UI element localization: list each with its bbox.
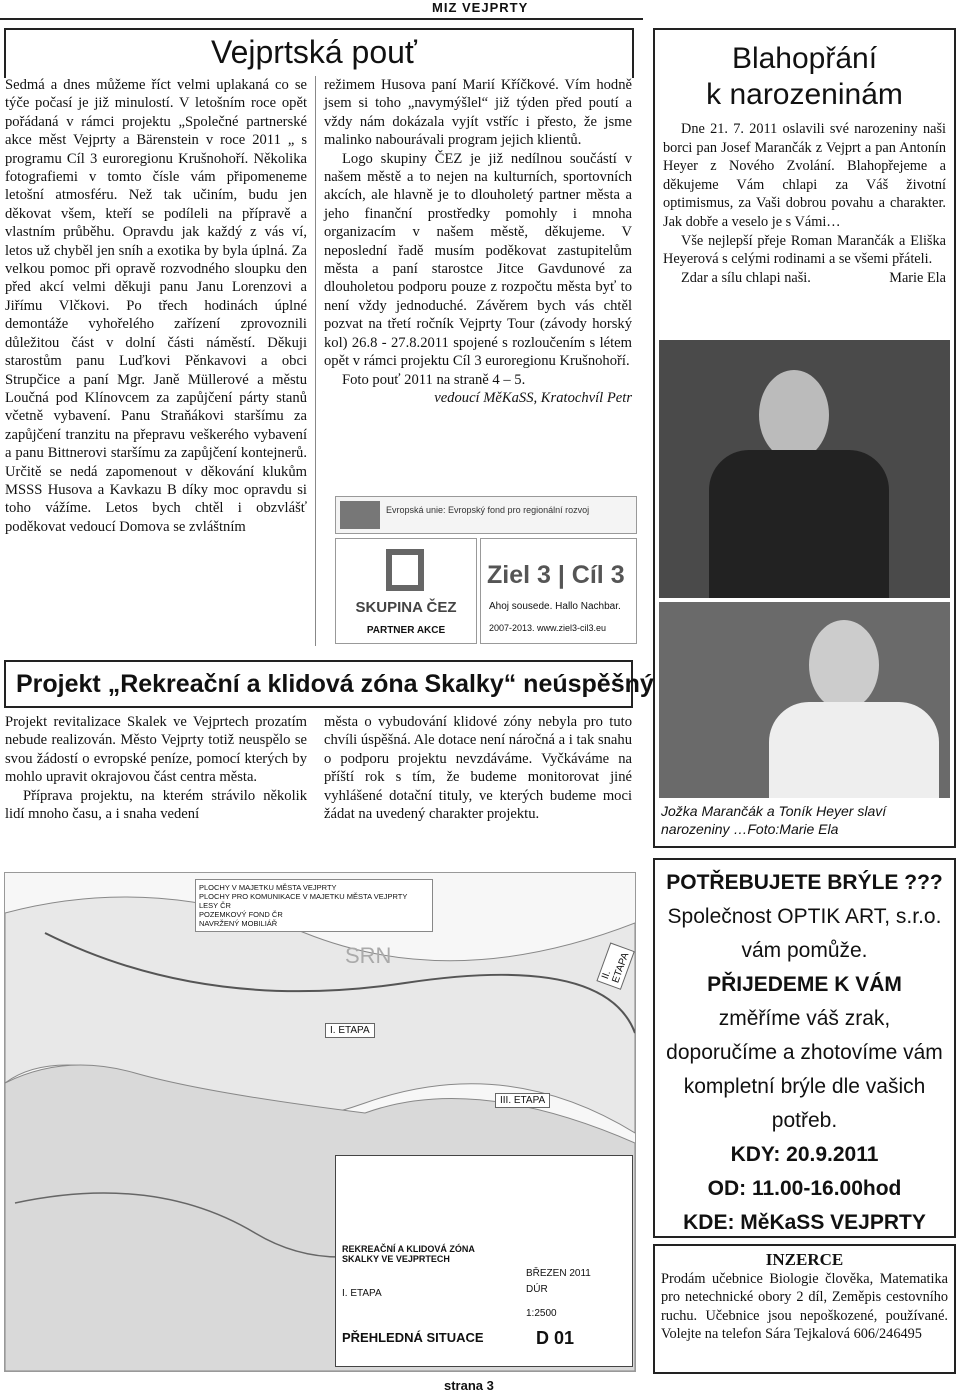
- birthday-photo-2: [659, 602, 950, 798]
- optik-kdy: KDY: 20.9.2011: [730, 1143, 879, 1166]
- legend-item: PLOCHY V MAJETKU MĚSTA VEJPRTY: [199, 883, 337, 892]
- article2-column-1: [5, 713, 307, 823]
- eu-flag-icon: [340, 501, 380, 529]
- optik-od: OD: 11.00-16.00hod: [707, 1177, 902, 1200]
- cez-sub: PARTNER AKCE: [366, 625, 446, 636]
- column-divider: [315, 76, 316, 646]
- title-block-date: BŘEZEN 2011: [526, 1268, 591, 1279]
- title-block-sheet: PŘEHLEDNÁ SITUACE: [342, 1330, 484, 1345]
- title-block-stupen: DÚR: [526, 1284, 548, 1295]
- article-paragraph: Sedmá a dnes můžeme říct velmi uplakaná co se týče počasí je již minulostí. V letošním roce opět pořádaná v rámci projektu „Společné partnerské akce měst Vejprty a Bärenstein v roce 2011 „ s programu Cíl 3 euroregionu Krušnohoří. Několika fotografiemi v tomto čísle vám připomeneme letošní atmosféru. Než tak učiním, budu jen děkovat všem, kteří se podíleli na přípravě a vlastním průběhu. Opravdu jak každý z vás ví, letos už chyběl jen sníh a exotika by byla úplná. Za velkou pomoc při opravě rozvodného sloupku den před akcí velmi děkuji panu Janu Lorenzovi a Jiřímu Vlčkovi. Po třech hodinách úplné demontáže vyhořelého zařízení zprovoznili důležitou část v dolní části náměstí. Děkuji starostům panu Luďkovi Pěnkavovi a obci Strupčice a paní Mgr. Janě Müllerové a městu Loučná pod Klínovcem za zapůjčení párty stanů včetně vybavení. Panu Straňákovi staršímu za zapůjčení tranzitu na přepravu veškerého vybavení a panu Bittnerovi staršímu za zapůjčení kontejnerů. Určitě se nedá zapomenout v děkování klukům MSSS Husova a Kavkazu B díky moc opravdu si toho vážíme. Letos bych chtěl i obzvlášť poděkovat vedoucí Domova se zvláštním: [5, 77, 307, 535]
- inzerce-text: Prodám učebnice Biologie člověka, Matematika pro netechnické obory 2 díl, Zeměpis cestovního ruchu. Učebnice jsou nepoškozené, používané. Volejte na telefon Sára Tejkalová 606/246495: [661, 1271, 948, 1343]
- inzerce-title: INZERCE: [765, 1250, 844, 1269]
- birthday-box: [653, 28, 956, 848]
- ziel3-url: 2007-2013. www.ziel3-cil3.eu: [489, 623, 607, 633]
- article2-column-2: [324, 713, 632, 823]
- map-title-block: [335, 1155, 633, 1367]
- section-tag: MIZ VEJPRTY: [432, 0, 529, 15]
- article-column-2: [324, 76, 632, 407]
- map-label-etapa2: II. ETAPA: [596, 942, 635, 990]
- eu-text: Evropská unie: Evropský fond pro regionální rozvoj: [386, 505, 590, 515]
- person-face: [759, 370, 829, 460]
- person-body: [709, 450, 889, 598]
- page-number: strana 3: [444, 1378, 494, 1393]
- title-block-stage: I. ETAPA: [342, 1288, 382, 1299]
- title-block-scale: 1:2500: [526, 1308, 557, 1319]
- optik-ad: [653, 858, 956, 1238]
- inzerce-box: [653, 1244, 956, 1374]
- legend-item: LESY ČR: [199, 901, 231, 910]
- optik-kde: KDE: MěKaSS VEJPRTY: [683, 1211, 926, 1234]
- optik-line-2: Společnost OPTIK ART, s.r.o.: [667, 905, 942, 928]
- article-paragraph: Foto pouť 2011 na straně 4 – 5.: [342, 371, 526, 388]
- birthday-title-1: Blahopřání: [731, 42, 878, 75]
- optik-line-5: změříme váš zrak, doporučíme a zhotovíme vám kompletní brýle dle vašich potřeb.: [666, 1007, 943, 1132]
- person-face: [809, 620, 879, 710]
- ziel3-title: Ziel 3 | Cíl 3: [487, 561, 625, 589]
- birthday-paragraph: Vše nejlepší přeje Roman Marančák a Eliška Heyerová s celými rodinami a se všemi přáteli.: [663, 232, 946, 268]
- article-paragraph: Příprava projektu, na kterém strávilo několik lidí mnoho času, a i snaha vedení: [5, 787, 307, 823]
- header-rule: [0, 18, 643, 20]
- cez-name: SKUPINA ČEZ: [355, 599, 457, 616]
- birthday-title-2: k narozeninám: [706, 78, 903, 111]
- map-label-etapa3: III. ETAPA: [495, 1093, 550, 1108]
- article-signature: vedoucí MěKaSS, Kratochvíl Petr: [434, 389, 632, 406]
- ziel3-sub: Ahoj sousede. Hallo Nachbar.: [489, 601, 621, 612]
- article-title-text: Vejprtská pouť: [211, 34, 417, 70]
- article2-title-text: Projekt „Rekreační a klidová zóna Skalky“ neúspěšný: [16, 670, 654, 698]
- cez-logo: [335, 538, 477, 644]
- article-paragraph: Projekt revitalizace Skalek ve Vejprtech prozatím nebude realizován. Město Vejprty totiž neuspělo se svou žádostí o evropské peníze, pomocí kterých by mohlo upravit okrajovou část centra města.: [5, 714, 307, 786]
- birthday-photo-1: [659, 340, 950, 598]
- optik-line-1: POTŘEBUJETE BRÝLE ???: [666, 871, 943, 894]
- birthday-text: [663, 120, 946, 289]
- title-block-name: REKREAČNÍ A KLIDOVÁ ZÓNA SKALKY VE VEJPRTECH: [342, 1244, 475, 1264]
- map-label-etapa1: I. ETAPA: [325, 1023, 375, 1038]
- birthday-author: Marie Ela: [889, 269, 946, 286]
- article-column-1: [5, 76, 307, 536]
- birthday-paragraph: Dne 21. 7. 2011 oslavili své narozeniny naši borci pan Josef Marančák z Vejprt a pan Antonín Heyer z Nového Zvolání. Blahopřejeme a děkujeme Vám chlapi za Váš životní optimismus, za Vaši dobrou povahu a charakter. Jak dobře a veselo je s Vámi…: [663, 121, 946, 230]
- ziel3-logo: [480, 538, 637, 644]
- article-paragraph: města o vybudování klidové zóny nebyla pro tuto chvíli úspěšná. Ale dotace není náročná a i tak snahu o podporu projektu nevzdáváme. Vyčkáváme na příští rok s tím, že budeme monitorovat jiné vyhlášené dotační tituly, ve kterých budeme moci žádat na uvedený charakter projektu.: [324, 714, 632, 823]
- legend-item: NAVRŽENÝ MOBILIÁŘ: [199, 919, 278, 928]
- birthday-caption: Jožka Marančák a Toník Heyer slaví narozeniny …Foto:Marie Ela: [661, 803, 887, 837]
- optik-line-3: vám pomůže.: [741, 939, 868, 962]
- optik-line-4: PŘIJEDEME K VÁM: [707, 973, 902, 996]
- article-paragraph: Logo skupiny ČEZ je již nedílnou součástí v našem městě a to nejen na kulturních, sportovních akcích, ale hlavně je to dlouholetý partner města a jeho finanční prostředky pomohly i mnoha organizacím v našem městě, děkujeme. V neposlední řadě musím poděkovat zastupitelům města a paní starostce Jitce Gavdunové za dlouholetou podporu pouze z rozpočtu města byť to není vždy jednoduché. Závěrem bych vás chtěl pozvat na třetí ročník Vejprty Tour (závody horský kol) 26.8 - 27.8.2011 spojené s rozloučením s létem opět v rámci projektu Cíl 3 euroregionu Krušnohoří.: [324, 150, 632, 370]
- site-map: [4, 872, 636, 1372]
- article2-title: [4, 660, 654, 708]
- birthday-closing: Zdar a sílu chlapi naši.: [681, 269, 811, 286]
- cez-e-icon: [386, 549, 424, 591]
- legend-item: PLOCHY PRO KOMUNIKACE V MAJETKU MĚSTA VEJPRTY: [199, 892, 408, 901]
- map-label-srn: SRN: [345, 943, 392, 968]
- article-paragraph: režimem Husova paní Marií Kříčkové. Vím hodně jsem si toho „navymýšlel“ již týden před poutí a vždy nám dokázala vyjít vstříc i přesto, že jsme malinko nabourávali program jejich klientů.: [324, 77, 632, 149]
- map-legend: [195, 879, 433, 932]
- title-block-code: D 01: [536, 1328, 575, 1348]
- eu-logo-banner: [335, 496, 637, 534]
- person-body: [769, 702, 939, 798]
- legend-item: POZEMKOVÝ FOND ČR: [199, 910, 283, 919]
- article-title: [4, 28, 634, 78]
